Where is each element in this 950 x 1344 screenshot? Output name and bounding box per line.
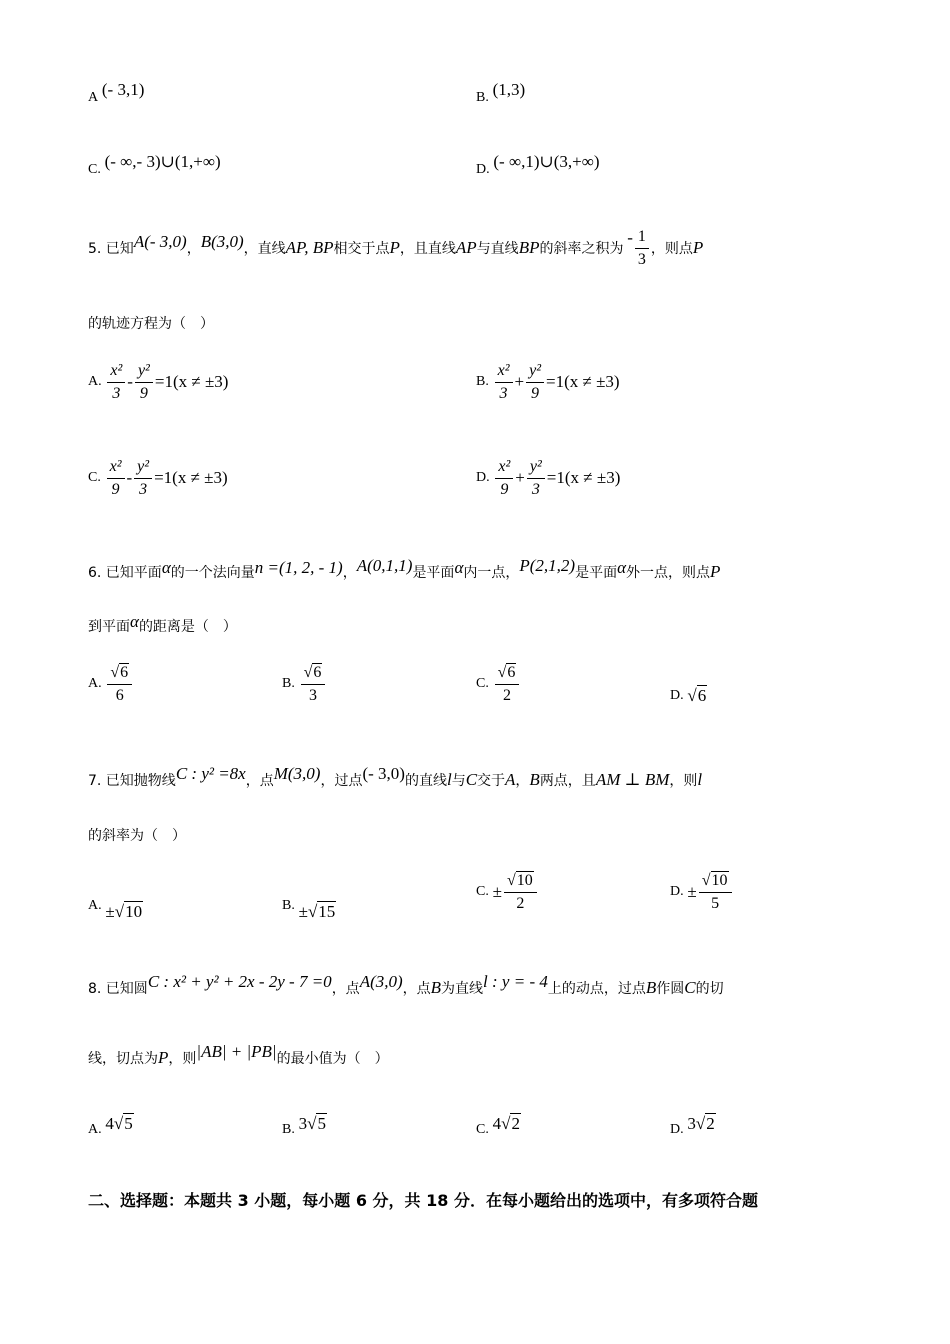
- q4-option-b[interactable]: [476, 80, 526, 108]
- option-expr: (- ∞,- 3)∪(1,+∞): [104, 152, 221, 171]
- frac-num: y²: [134, 458, 152, 479]
- q8-option-d[interactable]: [670, 1114, 716, 1140]
- option-label: C.: [476, 676, 489, 692]
- q6-text: 内一点，: [463, 565, 520, 581]
- plus-minus: ±: [105, 902, 115, 921]
- option-label: B.: [282, 676, 295, 692]
- option-label: C.: [88, 162, 101, 177]
- radicand: 2: [511, 1114, 520, 1133]
- q6-text: 的一个法向量: [170, 565, 255, 581]
- q6-text: ，: [342, 565, 357, 581]
- q6-text: 是平面: [575, 565, 618, 581]
- sqrt: √6: [303, 664, 322, 681]
- q6-alpha: α: [130, 612, 139, 631]
- q8-point-p: P: [158, 1048, 169, 1067]
- frac-den: 5: [711, 894, 720, 912]
- q7-text: 7. 已知抛物线: [88, 773, 176, 789]
- radicand: 6: [120, 664, 129, 681]
- q6-point-p: P: [710, 562, 721, 581]
- sqrt: √2: [695, 1114, 715, 1133]
- option-label: D.: [476, 162, 490, 177]
- q7-point: (- 3,0): [362, 764, 405, 783]
- fraction: [495, 664, 520, 704]
- option-expr: (1,3): [492, 80, 526, 99]
- q7-c: C: [465, 770, 478, 789]
- q7-stem-line2: [88, 825, 878, 845]
- option-expr: =1(x ≠ ±3): [546, 372, 620, 392]
- frac-den: 9: [111, 480, 120, 498]
- q7-parabola: C : y² =8x: [175, 764, 246, 783]
- option-label: D.: [670, 884, 684, 900]
- q4-option-c[interactable]: [88, 152, 221, 180]
- option-label: C.: [476, 884, 489, 900]
- q8-point-a: A(3,0): [359, 972, 403, 991]
- radicand: 10: [516, 872, 533, 889]
- option-expr: =1(x ≠ ±3): [154, 372, 229, 392]
- plus-minus: ±: [298, 902, 308, 921]
- q7-perp: AM ⊥ BM: [595, 770, 670, 789]
- q8-line-l: l : y = - 4: [483, 972, 548, 991]
- q5-text: ，: [186, 241, 201, 258]
- q5-text: 相交于点: [333, 241, 390, 258]
- fraction: [527, 458, 545, 498]
- q5-point-b: B(3,0): [200, 232, 244, 252]
- q7-option-c[interactable]: [476, 872, 539, 912]
- frac-den: 3: [637, 250, 646, 268]
- coefficient: 3: [687, 1114, 696, 1133]
- radicand: 10: [125, 902, 143, 921]
- sqrt: √6: [110, 664, 129, 681]
- fraction: [135, 362, 153, 402]
- radicand: 15: [318, 902, 336, 921]
- option-expr: (- ∞,1)∪(3,+∞): [493, 152, 600, 171]
- q5-option-b[interactable]: [476, 362, 620, 402]
- q8-b: B: [430, 978, 442, 997]
- q7-text: ，: [515, 773, 530, 789]
- option-label: A.: [88, 374, 102, 390]
- plus-minus: ±: [492, 882, 502, 902]
- radicand: 6: [697, 686, 707, 705]
- q8-text: 为直线: [441, 981, 484, 997]
- sqrt: √10: [114, 902, 143, 921]
- q6-alpha: α: [617, 558, 627, 577]
- frac-den: 3: [139, 480, 148, 498]
- q4-option-d[interactable]: [476, 152, 600, 180]
- q8-circle: C : x² + y² + 2x - 2y - 7 =0: [147, 972, 332, 991]
- q5-stem-line2: [88, 313, 878, 333]
- q5-point-p: P: [692, 238, 704, 258]
- q5-line-bp: BP: [518, 238, 540, 258]
- q8-stem-line2: [88, 1042, 878, 1068]
- q4-option-a[interactable]: [88, 80, 145, 108]
- fraction: [107, 362, 125, 402]
- option-expr: =1(x ≠ ±3): [154, 468, 228, 488]
- q5-stem-line1: [88, 228, 878, 268]
- frac-num: x²: [495, 362, 513, 383]
- q7-text: 的斜率为（ ）: [88, 828, 186, 844]
- q8-option-a[interactable]: [88, 1114, 134, 1140]
- frac-den: 6: [115, 686, 124, 704]
- q8-stem-line1: [88, 972, 878, 998]
- q5-point-p: P: [389, 238, 400, 258]
- option-label: A.: [88, 1122, 102, 1137]
- q5-text: 的轨迹方程为（ ）: [88, 316, 214, 332]
- q7-text: ，过点: [320, 773, 363, 789]
- q5-minus: -: [627, 228, 633, 248]
- q7-stem-line1: [88, 764, 878, 790]
- q5-lines: AP, BP: [285, 238, 334, 258]
- q6-point-a: A(0,1,1): [356, 556, 413, 575]
- option-expr: (- 3,1): [101, 80, 145, 99]
- q6-text: 外一点，则点: [626, 565, 711, 581]
- q6-option-d[interactable]: [670, 686, 707, 706]
- q6-option-b[interactable]: [282, 664, 327, 704]
- q8-text: 8. 已知圆: [88, 981, 148, 997]
- frac-num: x²: [495, 458, 513, 479]
- sqrt: √10: [506, 872, 533, 889]
- fraction: [134, 458, 152, 498]
- q6-option-c[interactable]: [476, 664, 521, 704]
- sqrt: √10: [701, 872, 728, 889]
- frac-num: x²: [107, 362, 125, 383]
- sqrt: √15: [307, 902, 336, 921]
- frac-num: 1: [635, 228, 649, 249]
- fraction: [301, 664, 326, 704]
- q6-text: 6. 已知平面: [88, 565, 162, 581]
- q8-b: B: [645, 978, 657, 997]
- q7-text: 的直线: [404, 773, 447, 789]
- option-label: B.: [282, 1122, 295, 1137]
- q6-stem-line2: [88, 612, 878, 636]
- radicand: 5: [317, 1114, 326, 1133]
- q7-line-l: l: [446, 770, 452, 789]
- radicand: 2: [706, 1114, 715, 1133]
- q6-text: 的距离是（ ）: [138, 619, 237, 635]
- q8-text: 上的动点，过点: [547, 981, 646, 997]
- q8-text: ，点: [402, 981, 431, 997]
- q7-text: 与: [451, 773, 466, 789]
- operator: +: [514, 372, 525, 392]
- frac-den: 2: [502, 686, 511, 704]
- operator: -: [126, 468, 133, 488]
- frac-den: 9: [139, 384, 148, 402]
- fraction: [526, 362, 544, 402]
- option-label: B.: [282, 898, 295, 913]
- q5-option-d[interactable]: [476, 458, 620, 498]
- frac-num: y²: [527, 458, 545, 479]
- q7-a: A: [505, 770, 516, 789]
- q7-point-m: M(3,0): [273, 764, 321, 783]
- q5-text: 与直线: [476, 241, 519, 258]
- q7-line-l: l: [697, 770, 703, 789]
- option-label: A.: [88, 676, 102, 692]
- q6-alpha: α: [161, 558, 171, 577]
- fraction: [107, 664, 132, 704]
- q5-option-c[interactable]: [88, 458, 228, 498]
- q8-option-c[interactable]: [476, 1114, 521, 1140]
- q8-text: 作圆: [656, 981, 685, 997]
- q7-text: ，点: [245, 773, 274, 789]
- q8-text: 的最小值为（ ）: [276, 1051, 389, 1067]
- coefficient: 4: [492, 1114, 502, 1133]
- q5-text: ，直线: [243, 241, 286, 258]
- q7-option-a[interactable]: [88, 896, 143, 921]
- frac-num: y²: [526, 362, 544, 383]
- frac-num: x²: [107, 458, 125, 479]
- radicand: 5: [124, 1114, 133, 1133]
- sqrt: √6: [497, 664, 516, 681]
- q6-option-a[interactable]: [88, 664, 134, 704]
- q7-text: 两点，且: [539, 773, 596, 789]
- fraction: [699, 872, 732, 912]
- frac-num: y²: [135, 362, 153, 383]
- option-label: A.: [88, 898, 102, 913]
- q8-option-b[interactable]: [282, 1114, 327, 1140]
- frac-den: 3: [112, 384, 121, 402]
- option-label: D.: [476, 470, 490, 486]
- frac-den: 9: [500, 480, 509, 498]
- section-2-heading: 二、选择题：本题共 3 小题，每小题 6 分，共 18 分．在每小题给出的选项中，有多项符合题: [88, 1191, 758, 1210]
- q5-text: 5. 已知: [88, 241, 134, 258]
- q5-line-ap: AP: [455, 238, 477, 258]
- q6-text: 到平面: [88, 619, 130, 635]
- radicand: 6: [313, 664, 322, 681]
- frac-den: 2: [516, 894, 525, 912]
- frac-den: 9: [531, 384, 540, 402]
- fraction: [107, 458, 125, 498]
- option-label: D.: [670, 688, 684, 703]
- q5-text: 的斜率之积为: [539, 241, 624, 258]
- sqrt: √2: [501, 1114, 520, 1133]
- q5-option-a[interactable]: [88, 362, 228, 402]
- frac-den: 3: [531, 480, 540, 498]
- option-label: B.: [476, 374, 489, 390]
- sqrt: √6: [687, 686, 707, 705]
- q5-text: ，则点: [650, 241, 693, 258]
- radicand: 6: [507, 664, 516, 681]
- option-label: B.: [476, 90, 489, 105]
- coefficient: 3: [298, 1114, 308, 1133]
- sqrt: √5: [113, 1114, 133, 1133]
- q8-text: 线，切点为: [88, 1051, 158, 1067]
- coefficient: 4: [105, 1114, 114, 1133]
- fraction: [495, 362, 513, 402]
- option-expr: =1(x ≠ ±3): [546, 468, 621, 488]
- q5-point-a: A(- 3,0): [133, 232, 187, 252]
- q7-text: 交于: [477, 773, 506, 789]
- q6-text: 是平面: [412, 565, 455, 581]
- q6-alpha: α: [454, 558, 464, 577]
- q8-text: 的切: [695, 981, 724, 997]
- q7-b: B: [529, 770, 540, 789]
- q8-text: ，点: [331, 981, 360, 997]
- q7-option-d[interactable]: [670, 872, 734, 912]
- radicand: 10: [711, 872, 728, 889]
- q8-text: ，则: [168, 1051, 197, 1067]
- sqrt: √5: [307, 1114, 326, 1133]
- plus-minus: ±: [687, 882, 697, 902]
- frac-den: 3: [308, 686, 317, 704]
- fraction: [504, 872, 537, 912]
- q6-normal-vector: n =(1, 2, - 1): [254, 558, 343, 577]
- fraction: [495, 458, 513, 498]
- q7-text: ，则: [669, 773, 698, 789]
- option-label: D.: [670, 1122, 684, 1137]
- q6-stem-line1: [88, 556, 878, 582]
- q7-option-b[interactable]: [282, 896, 336, 921]
- option-label: C.: [88, 470, 101, 486]
- option-label: A: [88, 90, 99, 105]
- option-label: C.: [476, 1122, 489, 1137]
- q6-point-p: P(2,1,2): [519, 556, 576, 575]
- q8-expression: |AB| + |PB|: [196, 1042, 277, 1061]
- q8-c: C: [684, 978, 696, 997]
- operator: -: [127, 372, 133, 392]
- q5-text: ，且直线: [399, 241, 456, 258]
- operator: +: [515, 468, 525, 488]
- frac-den: 3: [499, 384, 508, 402]
- q5-fraction: [635, 228, 649, 268]
